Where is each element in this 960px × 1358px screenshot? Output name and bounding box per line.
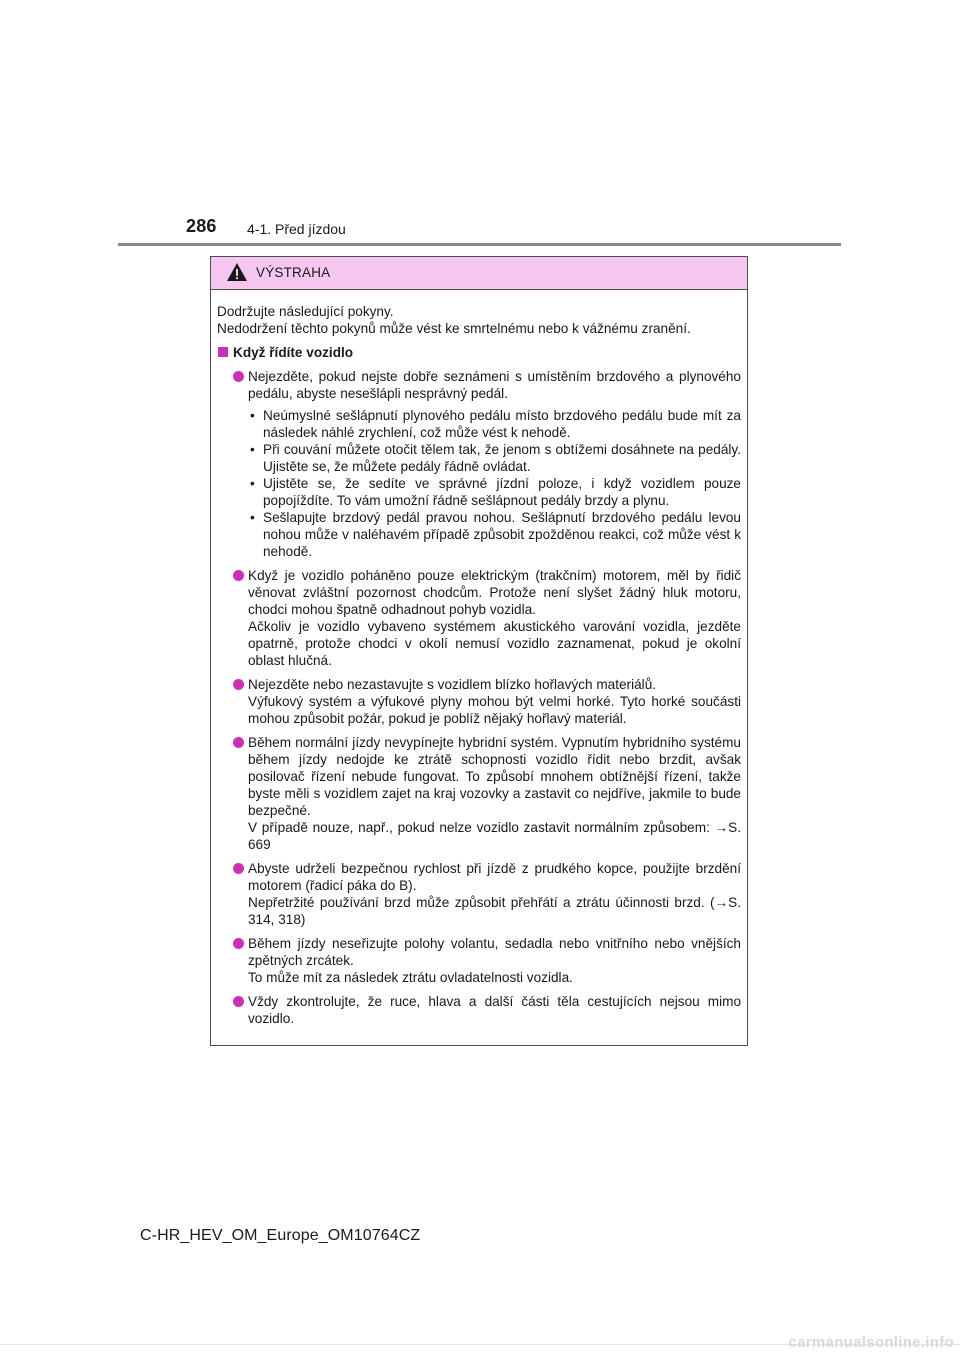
- item-paragraph: To může mít za následek ztrátu ovladatelnosti vozidla.: [248, 970, 573, 985]
- watermark: [0, 1330, 960, 1358]
- warning-item: [217, 734, 741, 853]
- square-bullet-icon: [218, 347, 228, 357]
- item-paragraph: Nejezděte nebo nezastavujte s vozidlem blízko hořlavých materiálů.: [248, 677, 657, 692]
- item-paragraph: Vždy zkontrolujte, že ruce, hlava a další části těla cestujících nejsou mimo vozidlo.: [248, 994, 741, 1026]
- page-number: 286: [186, 216, 217, 236]
- round-bullet-icon: [233, 371, 244, 382]
- warning-item: [217, 935, 741, 986]
- warning-intro: [217, 303, 741, 337]
- item-paragraph: Nejezděte, pokud nejste dobře seznámeni s umístěním brzdového a plynového pedálu, abyste nesešlápli nesprávný pedál.: [248, 369, 741, 401]
- item-paragraph: Abyste udrželi bezpečnou rychlost při jízdě z prudkého kopce, použijte brzdění motorem (řadicí páka do B).: [248, 861, 741, 893]
- round-bullet-icon: [233, 737, 244, 748]
- round-bullet-icon: [233, 996, 244, 1007]
- warning-item: [217, 368, 741, 560]
- warning-body: [211, 290, 747, 1027]
- warning-label: VÝSTRAHA: [256, 265, 331, 280]
- watermark-text: carmanualsonline.info: [788, 1334, 954, 1351]
- round-bullet-icon: [233, 679, 244, 690]
- intro-line: Dodržujte následující pokyny.: [217, 304, 394, 319]
- round-bullet-icon: [233, 570, 244, 581]
- footer-code: C-HR_HEV_OM_Europe_OM10764CZ: [140, 1227, 421, 1244]
- item-paragraph: Když je vozidlo poháněno pouze elektrickým (trakčním) motorem, měl by řidič věnovat zvláštní pozornost chodcům. Protože není slyšet žádný hluk motoru, chodci mohou špatně odhadnout pohyb vozidla.: [248, 568, 741, 617]
- item-paragraph: Během jízdy neseřizujte polohy volantu, sedadla nebo vnitřního nebo vnějších zpětných zrcátek.: [248, 936, 741, 968]
- dot-bullet-icon: •: [250, 442, 255, 457]
- subitem: [248, 441, 741, 475]
- warning-header: [211, 257, 747, 290]
- warning-box: [210, 256, 748, 1046]
- warning-item: [217, 567, 741, 669]
- subitem: [248, 475, 741, 509]
- dot-bullet-icon: •: [250, 510, 255, 525]
- item-paragraph: Ačkoliv je vozidlo vybaveno systémem akustického varování vozidla, jezděte opatrně, protože chodci v okolí nemusí vozidlo zaznamenat, pokud je okolní oblast hlučná.: [248, 619, 741, 668]
- dot-bullet-icon: •: [250, 408, 255, 423]
- subitem-list: [248, 407, 741, 560]
- intro-line: Nedodržení těchto pokynů může vést ke smrtelnému nebo k vážnému zranění.: [217, 321, 691, 336]
- subitem-text: Sešlapujte brzdový pedál pravou nohou. Sešlápnutí brzdového pedálu levou nohou může v naléhavém případě způsobit zpožděnou reakci, což může vést k nehodě.: [263, 510, 741, 559]
- subitem-text: Ujistěte se, že sedíte ve správné jízdní poloze, i když vozidlem pouze popojíždíte. To vám umožní řádně sešlápnout pedály brzdy a plynu.: [263, 476, 741, 508]
- warning-item: [217, 676, 741, 727]
- warning-item: [217, 860, 741, 928]
- item-paragraph: V případě nouze, např., pokud nelze vozidlo zastavit normálním způsobem: →S. 669: [248, 820, 741, 852]
- warning-items: [217, 368, 741, 1027]
- dot-bullet-icon: •: [250, 476, 255, 491]
- item-paragraph: Během normální jízdy nevypínejte hybridní systém. Vypnutím hybridního systému během jízdy nedojde ke ztrátě schopnosti vozidlo řídit nebo brzdit, avšak posilovač řízení nebude fungovat. To způsobí mnohem obtížnější řízení, takže byste měli s vozidlem zajet na kraj vozovky a zastavit co nejdříve, jakmile to bude bezpečné.: [248, 735, 741, 818]
- warning-triangle-icon: [226, 262, 248, 282]
- subheading-text: Když řídíte vozidlo: [233, 345, 354, 360]
- header-rule: [118, 243, 841, 246]
- subheading: [217, 344, 741, 361]
- item-paragraph: Nepřetržité používání brzd může způsobit přehřátí a ztrátu účinnosti brzd. (→S. 314, 318): [248, 895, 741, 927]
- subitem: [248, 509, 741, 560]
- subitem: [248, 407, 741, 441]
- warning-item: [217, 993, 741, 1027]
- subitem-text: Neúmyslné sešlápnutí plynového pedálu místo brzdového pedálu bude mít za následek náhlé zrychlení, což může vést k nehodě.: [263, 408, 741, 440]
- round-bullet-icon: [233, 863, 244, 874]
- subitem-text: Při couvání můžete otočit tělem tak, že jenom s obtížemi dosáhnete na pedály. Ujistěte se, že můžete pedály řádně ovládat.: [263, 442, 741, 474]
- item-paragraph: Výfukový systém a výfukové plyny mohou být velmi horké. Tyto horké součásti mohou způsobit požár, pokud je poblíž nějaký hořlavý materiál.: [248, 694, 741, 726]
- section-title: 4-1. Před jízdou: [247, 221, 346, 237]
- round-bullet-icon: [233, 938, 244, 949]
